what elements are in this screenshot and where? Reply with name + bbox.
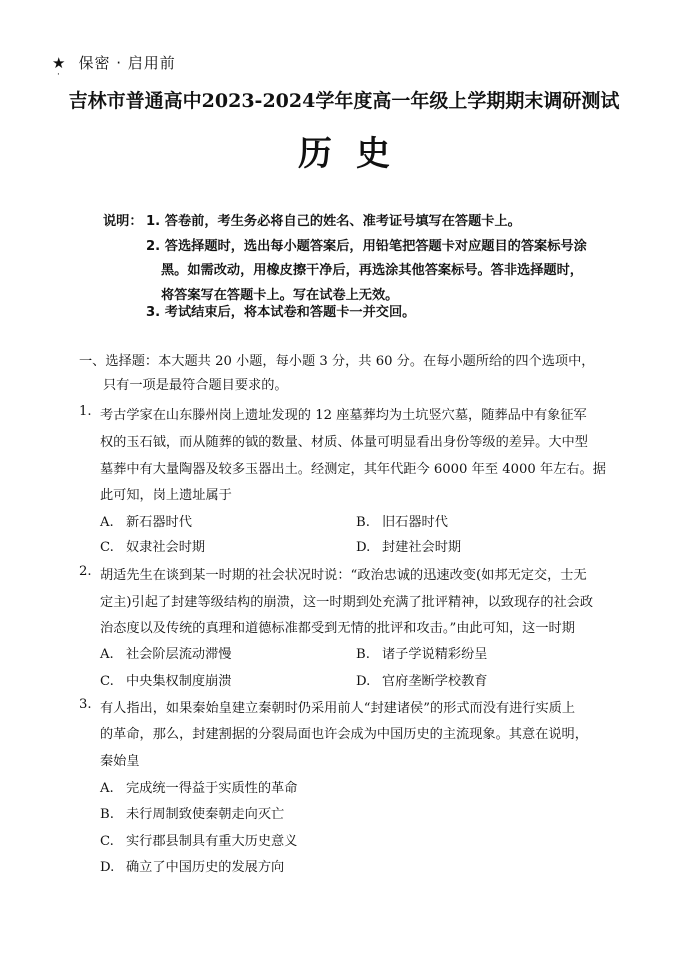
instruction-line: 2. 答选择题时，选出每小题答案后，用铅笔把答题卡对应题目的答案标号涂 xyxy=(146,239,587,254)
option-c xyxy=(100,670,232,689)
dot-mark: · xyxy=(57,70,60,80)
confidential-text: 保密 · 启用前 xyxy=(78,54,176,72)
question-number: 2. xyxy=(79,564,92,579)
question-text: 秦始皇 xyxy=(100,754,140,769)
option-c xyxy=(100,536,205,555)
instruction-line: 3. 考试结束后，将本试卷和答题卡一并交回。 xyxy=(146,305,416,320)
option-text: 封建社会时期 xyxy=(382,540,462,555)
option-d xyxy=(356,536,461,555)
option-letter: D. xyxy=(356,674,371,689)
subject-title: 历史 xyxy=(298,134,414,174)
option-d xyxy=(100,856,284,875)
instructions-label: 说明： xyxy=(103,214,143,229)
option-letter: A. xyxy=(100,647,114,662)
option-letter: C. xyxy=(100,540,114,555)
option-b xyxy=(100,803,284,822)
question-text: 胡适先生在谈到某一时期的社会状况时说：“政治忠诚的迅速改变(如邦无定交，士无 xyxy=(100,568,587,583)
option-letter: B. xyxy=(356,647,370,662)
option-text: 实行郡县制具有重大历史意义 xyxy=(126,834,298,849)
question-text: 考古学家在山东滕州岗上遗址发现的 12 座墓葬均为土坑竖穴墓，随葬品中有象征军 xyxy=(100,408,587,423)
option-letter: D. xyxy=(356,540,371,555)
option-text: 未行周制致使秦朝走向灭亡 xyxy=(126,807,285,822)
option-letter: D. xyxy=(100,860,115,875)
option-c xyxy=(100,830,297,849)
option-text: 完成统一得益于实质性的革命 xyxy=(126,781,298,796)
option-text: 奴隶社会时期 xyxy=(126,540,206,555)
confidential-mark xyxy=(52,52,176,73)
question-text: 此可知，岗上遗址属于 xyxy=(100,488,232,503)
question-number: 1. xyxy=(79,404,92,419)
question-text: 的革命，那么，封建割据的分裂局面也许会成为中国历史的主流现象。其意在说明， xyxy=(100,727,588,742)
option-letter: A. xyxy=(100,515,114,530)
option-text: 诸子学说精彩纷呈 xyxy=(382,647,488,662)
question-text: 墓葬中有大量陶器及较多玉器出土。经测定，其年代距今 6000 年至 4000 年左右。据 xyxy=(100,462,606,477)
question-text: 有人指出，如果秦始皇建立秦朝时仍采用前人“封建诸侯”的形式而没有进行实质上 xyxy=(100,701,576,716)
question-number: 3. xyxy=(79,697,92,712)
instruction-line: 1. 答卷前，考生务必将自己的姓名、准考证号填写在答题卡上。 xyxy=(146,214,521,229)
instruction-line: 黑。如需改动，用橡皮擦干净后，再选涂其他答案标号。答非选择题时， xyxy=(161,263,583,278)
exam-title: 吉林市普通高中2023-2024学年度高一年级上学期期末调研测试 xyxy=(68,90,620,112)
option-text: 新石器时代 xyxy=(126,515,192,530)
section-heading-cont: 只有一项是最符合题目要求的。 xyxy=(103,378,288,393)
section-heading: 一、选择题：本大题共 20 小题，每小题 3 分，共 60 分。在每小题所给的四个选项中， xyxy=(79,354,595,369)
option-letter: C. xyxy=(100,674,114,689)
option-text: 中央集权制度崩溃 xyxy=(126,674,232,689)
question-text: 权的玉石钺，而从随葬的钺的数量、材质、体量可明显看出身份等级的差异。大中型 xyxy=(100,435,588,450)
option-a xyxy=(100,777,297,796)
option-text: 社会阶层流动滞慢 xyxy=(126,647,232,662)
option-b xyxy=(356,643,488,662)
question-text: 定主)引起了封建等级结构的崩溃，这一时期到处充满了批评精神，以致现存的社会政 xyxy=(100,595,594,610)
option-a xyxy=(100,643,232,662)
option-b xyxy=(356,511,448,530)
option-letter: B. xyxy=(100,807,114,822)
option-letter: C. xyxy=(100,834,114,849)
option-letter: B. xyxy=(356,515,370,530)
option-d xyxy=(356,670,488,689)
option-text: 官府垄断学校教育 xyxy=(382,674,488,689)
option-text: 确立了中国历史的发展方向 xyxy=(126,860,285,875)
instruction-line: 将答案写在答题卡上。写在试卷上无效。 xyxy=(161,288,399,303)
option-a xyxy=(100,511,192,530)
question-text: 治态度以及传统的真理和道德标准都受到无情的批评和攻击。”由此可知，这一时期 xyxy=(100,621,575,636)
option-text: 旧石器时代 xyxy=(382,515,448,530)
star-icon: ★ xyxy=(52,54,67,72)
option-letter: A. xyxy=(100,781,114,796)
